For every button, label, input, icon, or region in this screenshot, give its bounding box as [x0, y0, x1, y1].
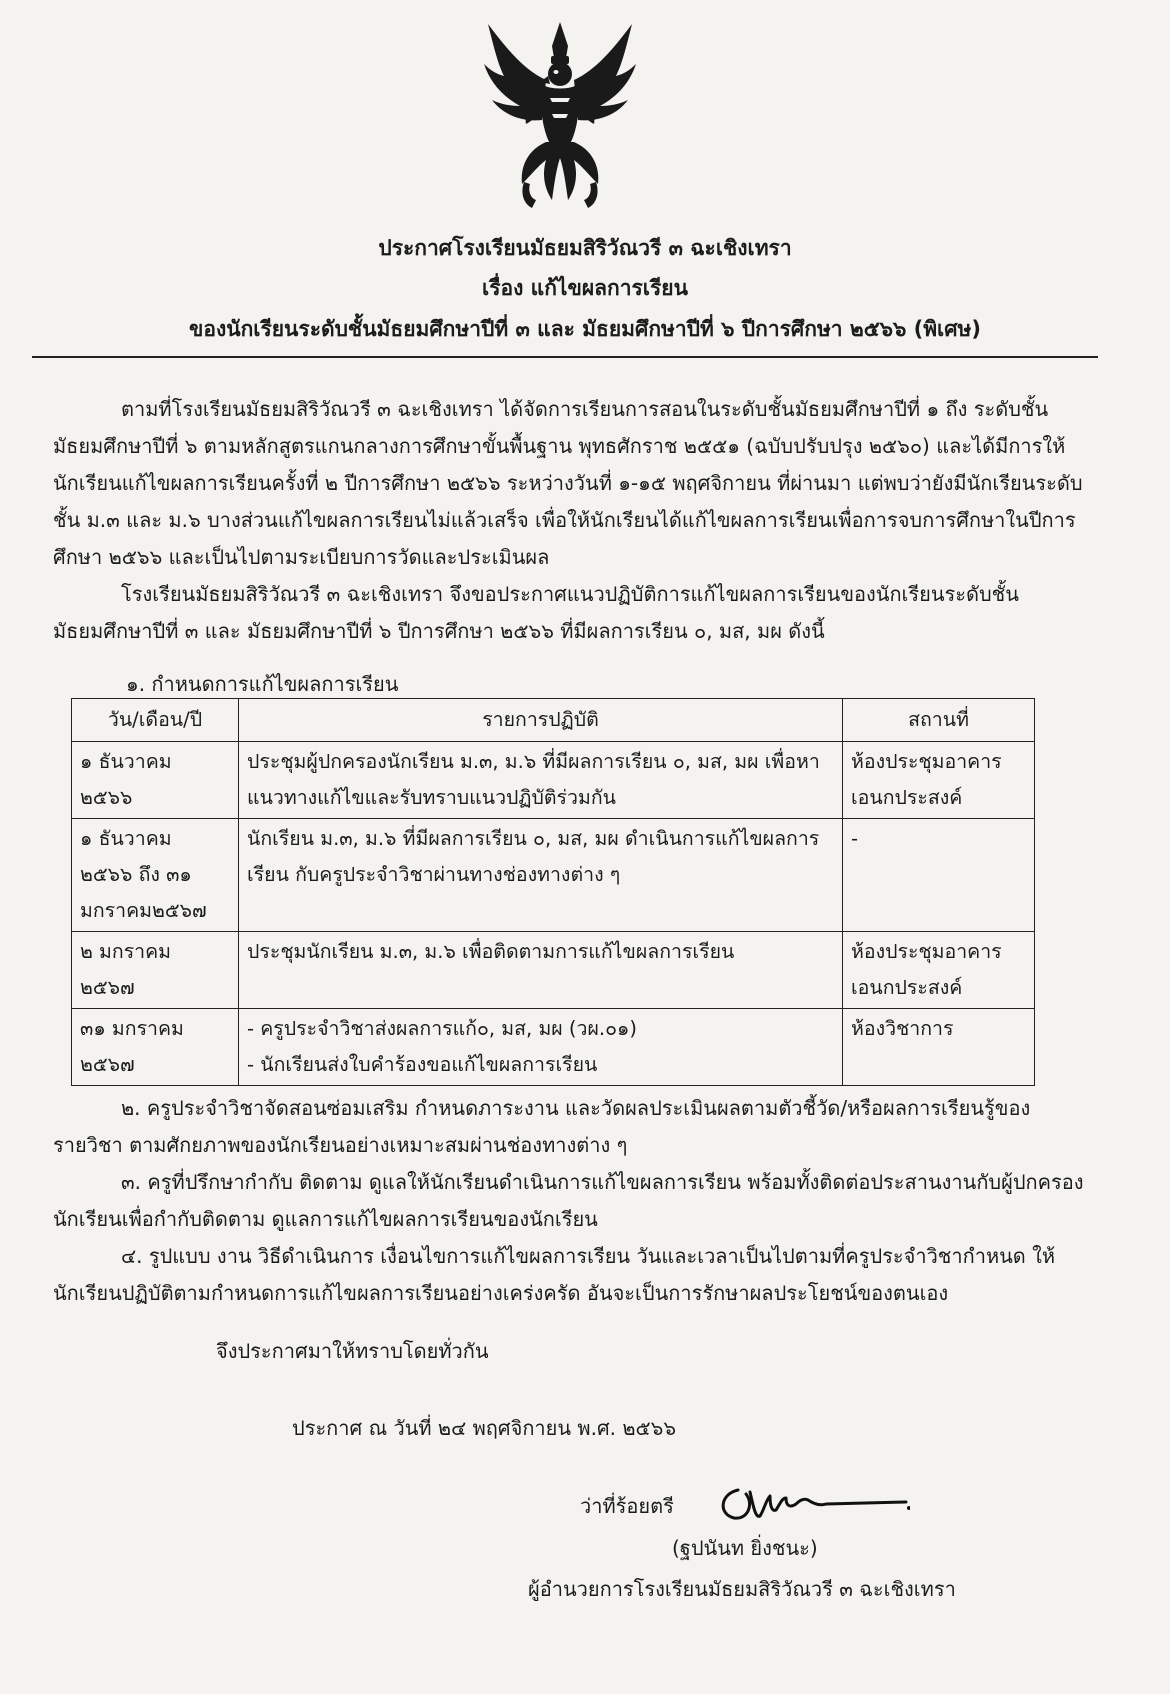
- row-date: ๑ ธันวาคม ๒๕๖๖ ถึง ๓๑ มกราคม๒๕๖๗: [72, 819, 239, 932]
- paragraph-1: ตามที่โรงเรียนมัธยมสิริวัณวรี ๓ ฉะเชิงเทรา ได้จัดการเรียนการสอนในระดับชั้นมัธยมศึกษาปีที่ ๑ ถึง ระดับชั้นมัธยมศึกษาปีที่ ๖ ตามหลักสูตรแกนกลางการศึกษาขั้นพื้นฐาน พุทธศักราช ๒๕๕๑ (ฉบับปรับปรุง ๒๕๖๐) และได้มีการให้นักเรียนแก้ไขผลการเรียนครั้งที่ ๒ ปีการศึกษา ๒๕๖๖ ระหว่างวันที่ ๑-๑๕ พฤศจิกายน ที่ผ่านมา แต่พบว่ายังมีนักเรียนระดับชั้น ม.๓ และ ม.๖ บางส่วนแก้ไขผลการเรียนไม่แล้วเสร็จ เพื่อให้นักเรียนได้แก้ไขผลการเรียนเพื่อการจบการศึกษาในปีการศึกษา ๒๕๖๖ และเป็นไปตามระเบียบการวัดและประเมินผล: [53, 397, 1083, 569]
- row-activity: ประชุมผู้ปกครองนักเรียน ม.๓, ม.๖ ที่มีผลการเรียน ๐, มส, มผ เพื่อหาแนวทางแก้ไขและรับทราบแนวปฏิบัติร่วมกัน: [239, 742, 843, 819]
- row-activity: นักเรียน ม.๓, ม.๖ ที่มีผลการเรียน ๐, มส, มผ ดำเนินการแก้ไขผลการเรียน กับครูประจำวิชาผ่านทางช่องทางต่าง ๆ: [239, 819, 843, 932]
- body-paragraphs: [53, 391, 1093, 650]
- paragraph-2: โรงเรียนมัธยมสิริวัณวรี ๓ ฉะเชิงเทรา จึงขอประกาศแนวปฏิบัติการแก้ไขผลการเรียนของนักเรียนระดับชั้นมัธยมศึกษาปีที่ ๓ และ มัธยมศึกษาปีที่ ๖ ปีการศึกษา ๒๕๖๖ ที่มีผลการเรียน ๐, มส, มผ ดังนี้: [53, 582, 1019, 643]
- row-activity: [239, 1009, 843, 1086]
- table-row: [72, 742, 1035, 819]
- divider-line: [32, 356, 1098, 358]
- item-4: ๔. รูปแบบ งาน วิธีดำเนินการ เงื่อนไขการแก้ไขผลการเรียน วันและเวลาเป็นไปตามที่ครูประจำวิชากำหนด ให้นักเรียนปฏิบัติตามกำหนดการแก้ไขผลการเรียนอย่างเคร่งครัด อันจะเป็นการรักษาผลประโยชน์ของตนเอง: [53, 1244, 1056, 1305]
- table-row: [72, 819, 1035, 932]
- row-place: -: [843, 819, 1035, 932]
- row-place: ห้องประชุมอาคารเอนกประสงค์: [843, 932, 1035, 1009]
- row-date: ๑ ธันวาคม ๒๕๖๖: [72, 742, 239, 819]
- title-line-3: ของนักเรียนระดับชั้นมัธยมศึกษาปีที่ ๓ และ มัธยมศึกษาปีที่ ๖ ปีการศึกษา ๒๕๖๖ (พิเศษ): [189, 317, 981, 341]
- garuda-emblem-icon: [480, 18, 640, 213]
- item-2: ๒. ครูประจำวิชาจัดสอนซ่อมเสริม กำหนดภาระงาน และวัดผลประเมินผลตามตัวชี้วัด/หรือผลการเรียนรู้ของรายวิชา ตามศักยภาพของนักเรียนอย่างเหมาะสมผ่านช่องทางต่าง ๆ: [53, 1096, 1031, 1157]
- header-date: วัน/เดือน/ปี: [72, 699, 239, 742]
- row-place: ห้องประชุมอาคารเอนกประสงค์: [843, 742, 1035, 819]
- signer-rank: ว่าที่ร้อยตรี: [580, 1494, 674, 1518]
- table-row: [72, 1009, 1035, 1086]
- row-date: ๒ มกราคม ๒๕๖๗: [72, 932, 239, 1009]
- row-date: ๓๑ มกราคม ๒๕๖๗: [72, 1009, 239, 1086]
- numbered-items: [53, 1090, 1093, 1312]
- header-activity: รายการปฏิบัติ: [239, 699, 843, 742]
- row-place: ห้องวิชาการ: [843, 1009, 1035, 1086]
- row-activity: ประชุมนักเรียน ม.๓, ม.๖ เพื่อติดตามการแก้ไขผลการเรียน: [239, 932, 843, 1009]
- title-line-1: ประกาศโรงเรียนมัธยมสิริวัณวรี ๓ ฉะเชิงเทรา: [378, 236, 792, 260]
- row-activity-line-1: - ครูประจำวิชาส่งผลการแก้๐, มส, มผ (วผ.๐๑): [247, 1017, 637, 1040]
- table-header-row: [72, 699, 1035, 742]
- item-3: ๓. ครูที่ปรึกษากำกับ ติดตาม ดูแลให้นักเรียนดำเนินการแก้ไขผลการเรียน พร้อมทั้งติดต่อประสานงานกับผู้ปกครองนักเรียนเพื่อกำกับติดตาม ดูแลการแก้ไขผลการเรียนของนักเรียน: [53, 1170, 1084, 1231]
- signer-position: ผู้อำนวยการโรงเรียนมัธยมสิริวัณวรี ๓ ฉะเชิงเทรา: [528, 1577, 956, 1601]
- signature-icon: [710, 1480, 910, 1525]
- schedule-table: [71, 698, 1035, 1086]
- announce-date: ประกาศ ณ วันที่ ๒๔ พฤศจิกายน พ.ศ. ๒๕๖๖: [292, 1416, 677, 1440]
- item-1-heading: ๑. กำหนดการแก้ไขผลการเรียน: [126, 672, 399, 696]
- table-row: [72, 932, 1035, 1009]
- title-line-2: เรื่อง แก้ไขผลการเรียน: [482, 276, 688, 300]
- closing-announce: จึงประกาศมาให้ทราบโดยทั่วกัน: [216, 1339, 489, 1363]
- row-activity-line-2: - นักเรียนส่งใบคำร้องขอแก้ไขผลการเรียน: [247, 1053, 598, 1076]
- signer-name: (ฐปนันท ยิ่งชนะ): [672, 1536, 818, 1560]
- header-place: สถานที่: [843, 699, 1035, 742]
